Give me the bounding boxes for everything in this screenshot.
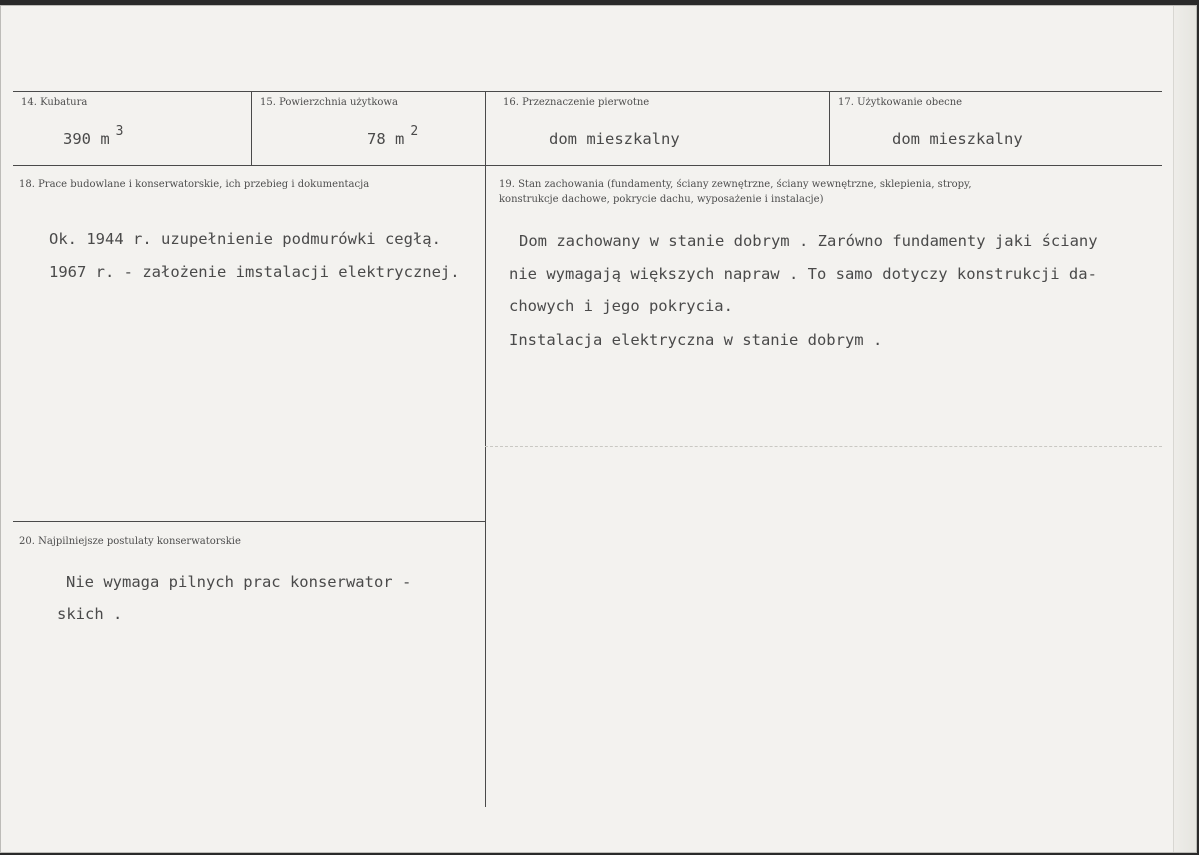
field-15-exponent: 2	[410, 124, 419, 139]
field-17-value: dom mieszkalny	[892, 130, 1023, 148]
field-19-label-line-2: konstrukcje dachowe, pokrycie dachu, wyposażenie i instalacje)	[499, 194, 824, 205]
card-edge	[1173, 6, 1196, 852]
field-20-label: 20. Najpilniejsze postulaty konserwatorskie	[19, 536, 241, 547]
faint-rule	[485, 446, 1162, 447]
field-19-line-1: Dom zachowany w stanie dobrym . Zarówno fundamenty jaki ściany	[519, 232, 1098, 250]
field-15-number: 78 m	[367, 130, 405, 148]
field-15-label: 15. Powierzchnia użytkowa	[260, 97, 398, 108]
rule-col2	[485, 91, 486, 807]
field-14-label: 14. Kubatura	[21, 97, 88, 108]
field-16-label: 16. Przeznaczenie pierwotne	[503, 97, 650, 108]
field-14-value	[63, 124, 124, 148]
field-19-label-line-1: 19. Stan zachowania (fundamenty, ściany zewnętrzne, ściany wewnętrzne, sklepienia, stropy,	[499, 179, 972, 190]
field-14-number: 390 m	[63, 130, 110, 148]
field-19-line-4: Instalacja elektryczna w stanie dobrym .	[509, 331, 883, 349]
rule-row1-bottom	[13, 165, 1162, 166]
rule-col1	[251, 91, 252, 165]
field-17-label: 17. Użytkowanie obecne	[838, 97, 963, 108]
field-18-line-2: 1967 r. - założenie imstalacji elektrycznej.	[49, 263, 460, 281]
field-18-label: 18. Prace budowlane i konserwatorskie, ich przebieg i dokumentacja	[19, 179, 370, 190]
rule-col3	[829, 91, 830, 165]
rule-field20-top	[13, 521, 485, 522]
field-20-line-1: Nie wymaga pilnych prac konserwator -	[66, 573, 412, 591]
rule-top	[13, 91, 1162, 92]
field-15-value	[367, 124, 419, 148]
field-19-line-3: chowych i jego pokrycia.	[509, 297, 733, 315]
record-card	[0, 5, 1197, 853]
field-20-line-2: skich .	[57, 605, 123, 623]
field-16-value: dom mieszkalny	[549, 130, 680, 148]
field-18-line-1: Ok. 1944 r. uzupełnienie podmurówki cegłą.	[49, 230, 441, 248]
field-14-exponent: 3	[115, 124, 124, 139]
field-19-line-2: nie wymagają większych napraw . To samo dotyczy konstrukcji da-	[509, 265, 1097, 283]
